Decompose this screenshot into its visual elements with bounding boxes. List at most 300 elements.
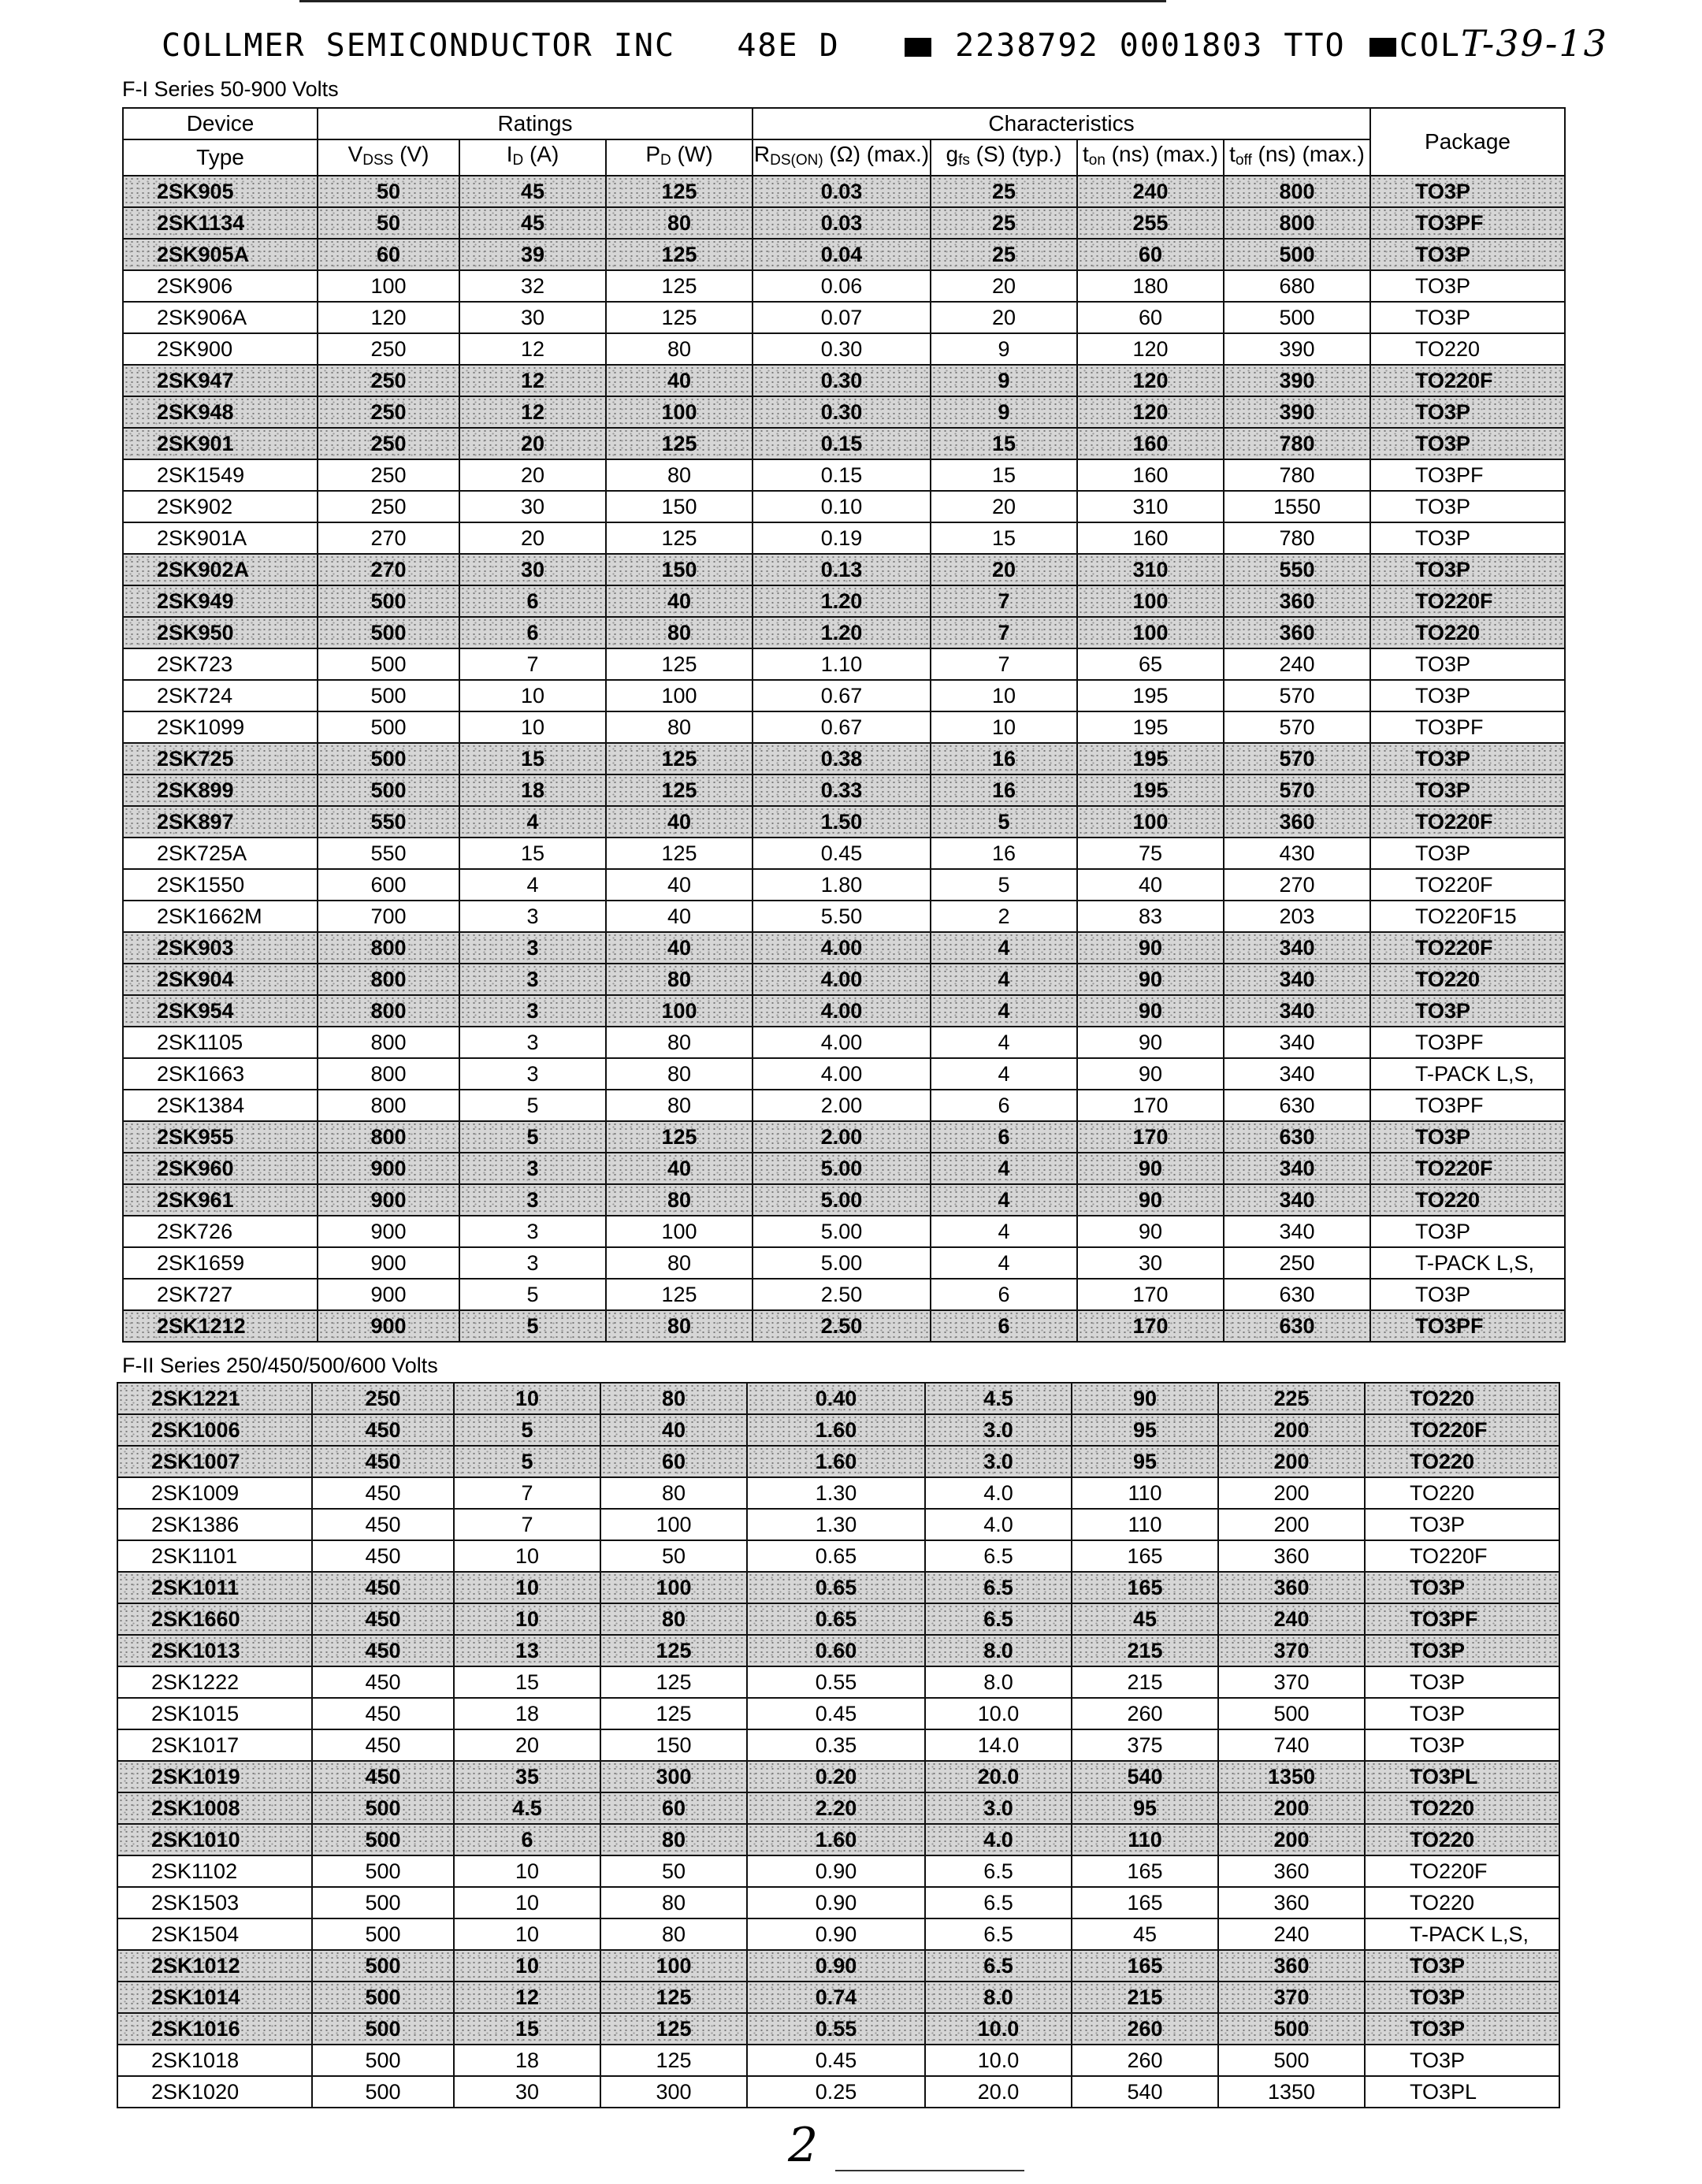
table-row [123, 1121, 1565, 1153]
vdss-cell: 450 [312, 1603, 454, 1635]
device-cell: 2SK1011 [117, 1572, 312, 1603]
ton-cell: 110 [1072, 1509, 1218, 1540]
device-cell: 2SK1012 [117, 1950, 312, 1982]
package-cell: TO3P [1370, 270, 1565, 302]
pd-cell: 125 [606, 522, 753, 554]
vdss-cell: 450 [312, 1729, 454, 1761]
id-cell: 20 [459, 428, 606, 459]
vdss-cell: 270 [318, 554, 459, 585]
pd-cell: 100 [606, 396, 753, 428]
package-cell: TO220F [1370, 932, 1565, 964]
header-code-3: COL [1399, 28, 1461, 64]
id-cell: 15 [459, 838, 606, 869]
series2-table [117, 1382, 1560, 2108]
vdss-cell: 450 [312, 1540, 454, 1572]
header-rds: $R_{DS(ON)}$ (Ω) (max.) [753, 139, 931, 176]
rds-cell: 0.90 [747, 1950, 925, 1982]
ton-cell: 215 [1072, 1666, 1218, 1698]
ton-cell: 170 [1077, 1310, 1224, 1342]
id-cell: 3 [459, 1184, 606, 1216]
rds-cell: 0.03 [753, 176, 931, 207]
device-cell: 2SK1504 [117, 1918, 312, 1950]
gfs-cell: 14.0 [925, 1729, 1072, 1761]
gfs-cell: 3.0 [925, 1414, 1072, 1446]
id-cell: 5 [459, 1121, 606, 1153]
ton-cell: 45 [1072, 1918, 1218, 1950]
id-cell: 6 [459, 585, 606, 617]
id-cell: 30 [459, 302, 606, 333]
vdss-cell: 500 [312, 2076, 454, 2108]
package-cell: TO220F [1370, 806, 1565, 838]
pd-cell: 80 [606, 1310, 753, 1342]
gfs-cell: 4 [931, 1027, 1077, 1058]
ton-cell: 540 [1072, 1761, 1218, 1792]
table-row [117, 1792, 1559, 1824]
vdss-cell: 800 [318, 1121, 459, 1153]
rds-cell: 0.74 [747, 1982, 925, 2013]
toff-cell: 800 [1224, 176, 1370, 207]
black-block-mark [905, 38, 931, 57]
device-cell: 2SK954 [123, 995, 318, 1027]
toff-cell: 370 [1218, 1982, 1365, 2013]
vdss-cell: 450 [312, 1698, 454, 1729]
pd-cell: 40 [606, 806, 753, 838]
id-cell: 39 [459, 239, 606, 270]
table-row [123, 774, 1565, 806]
vdss-cell: 500 [312, 2013, 454, 2045]
gfs-cell: 15 [931, 522, 1077, 554]
table-row [123, 617, 1565, 648]
toff-cell: 390 [1224, 396, 1370, 428]
id-cell: 10 [454, 1540, 600, 1572]
rds-cell: 0.45 [753, 838, 931, 869]
ton-cell: 160 [1077, 522, 1224, 554]
id-cell: 12 [459, 396, 606, 428]
id-cell: 32 [459, 270, 606, 302]
ton-cell: 120 [1077, 333, 1224, 365]
id-cell: 10 [454, 1603, 600, 1635]
id-cell: 3 [459, 1247, 606, 1279]
package-cell: TO220 [1370, 617, 1565, 648]
rds-cell: 0.30 [753, 396, 931, 428]
header-type: Type [123, 139, 318, 176]
package-cell: TO3P [1370, 995, 1565, 1027]
device-cell: 2SK1503 [117, 1887, 312, 1918]
gfs-cell: 25 [931, 176, 1077, 207]
id-cell: 10 [454, 1383, 600, 1414]
toff-cell: 340 [1224, 1027, 1370, 1058]
rds-cell: 0.67 [753, 711, 931, 743]
package-cell: TO3P [1370, 648, 1565, 680]
toff-cell: 340 [1224, 995, 1370, 1027]
table-row [117, 1698, 1559, 1729]
rds-cell: 0.60 [747, 1635, 925, 1666]
device-cell: 2SK906A [123, 302, 318, 333]
vdss-cell: 500 [312, 1824, 454, 1855]
ton-cell: 170 [1077, 1090, 1224, 1121]
id-cell: 20 [454, 1729, 600, 1761]
company-name: COLLMER SEMICONDUCTOR INC [162, 28, 676, 64]
vdss-cell: 450 [312, 1572, 454, 1603]
header-code-2: 2238792 0001803 TTO [955, 28, 1346, 64]
id-cell: 45 [459, 176, 606, 207]
toff-cell: 630 [1224, 1310, 1370, 1342]
device-cell: 2SK1017 [117, 1729, 312, 1761]
rds-cell: 0.90 [747, 1887, 925, 1918]
ton-cell: 120 [1077, 396, 1224, 428]
rds-cell: 2.50 [753, 1310, 931, 1342]
toff-cell: 360 [1218, 1540, 1365, 1572]
package-cell: TO3P [1365, 1572, 1559, 1603]
rds-cell: 0.90 [747, 1855, 925, 1887]
device-cell: 2SK960 [123, 1153, 318, 1184]
device-cell: 2SK902A [123, 554, 318, 585]
id-cell: 6 [459, 617, 606, 648]
toff-cell: 360 [1218, 1887, 1365, 1918]
ton-cell: 90 [1077, 1216, 1224, 1247]
pd-cell: 80 [606, 1090, 753, 1121]
toff-cell: 370 [1218, 1635, 1365, 1666]
device-cell: 2SK1105 [123, 1027, 318, 1058]
table-row [117, 1603, 1559, 1635]
package-cell: TO3PF [1365, 1603, 1559, 1635]
ton-cell: 260 [1072, 1698, 1218, 1729]
id-cell: 3 [459, 932, 606, 964]
ton-cell: 215 [1072, 1635, 1218, 1666]
package-cell: TO3P [1365, 1982, 1559, 2013]
pd-cell: 100 [606, 995, 753, 1027]
pd-cell: 40 [606, 901, 753, 932]
gfs-cell: 10 [931, 680, 1077, 711]
pd-cell: 50 [600, 1540, 747, 1572]
rds-cell: 0.45 [747, 2045, 925, 2076]
device-cell: 2SK725 [123, 743, 318, 774]
table-row [123, 333, 1565, 365]
vdss-cell: 120 [318, 302, 459, 333]
rds-cell: 1.60 [747, 1414, 925, 1446]
package-cell: TO220 [1365, 1446, 1559, 1477]
table-row [123, 428, 1565, 459]
toff-cell: 630 [1224, 1279, 1370, 1310]
black-block-mark [1369, 38, 1396, 57]
gfs-cell: 6.5 [925, 1950, 1072, 1982]
table-row [123, 1090, 1565, 1121]
gfs-cell: 8.0 [925, 1635, 1072, 1666]
table-row [123, 554, 1565, 585]
header-pd: $P_D$ (W) [606, 139, 753, 176]
toff-cell: 240 [1218, 1603, 1365, 1635]
top-rule [299, 0, 1166, 7]
vdss-cell: 250 [318, 491, 459, 522]
pd-cell: 40 [606, 1153, 753, 1184]
vdss-cell: 600 [318, 869, 459, 901]
ton-cell: 375 [1072, 1729, 1218, 1761]
id-cell: 5 [459, 1090, 606, 1121]
toff-cell: 250 [1224, 1247, 1370, 1279]
rds-cell: 0.15 [753, 428, 931, 459]
table-row [123, 1310, 1565, 1342]
toff-cell: 500 [1224, 302, 1370, 333]
table-row [123, 711, 1565, 743]
device-cell: 2SK906 [123, 270, 318, 302]
table-row [117, 2045, 1559, 2076]
pd-cell: 125 [600, 2013, 747, 2045]
device-cell: 2SK1134 [123, 207, 318, 239]
table-row [117, 1824, 1559, 1855]
device-cell: 2SK1020 [117, 2076, 312, 2108]
table-row [117, 1509, 1559, 1540]
pd-cell: 125 [606, 774, 753, 806]
ton-cell: 40 [1077, 869, 1224, 901]
id-cell: 18 [459, 774, 606, 806]
gfs-cell: 16 [931, 743, 1077, 774]
table-row [117, 2076, 1559, 2108]
ton-cell: 90 [1077, 1153, 1224, 1184]
vdss-cell: 500 [318, 617, 459, 648]
table-row [123, 491, 1565, 522]
table-row [117, 1887, 1559, 1918]
device-cell: 2SK1660 [117, 1603, 312, 1635]
device-cell: 2SK901A [123, 522, 318, 554]
package-cell: TO220F [1370, 585, 1565, 617]
vdss-cell: 500 [318, 743, 459, 774]
toff-cell: 500 [1224, 239, 1370, 270]
vdss-cell: 800 [318, 995, 459, 1027]
package-cell: TO220 [1365, 1824, 1559, 1855]
pd-cell: 125 [600, 1982, 747, 2013]
pd-cell: 125 [600, 2045, 747, 2076]
gfs-cell: 6.5 [925, 1572, 1072, 1603]
series1-table [122, 107, 1566, 1343]
toff-cell: 360 [1218, 1855, 1365, 1887]
toff-cell: 570 [1224, 680, 1370, 711]
rds-cell: 0.04 [753, 239, 931, 270]
toff-cell: 240 [1218, 1918, 1365, 1950]
device-cell: 2SK1015 [117, 1698, 312, 1729]
gfs-cell: 6.5 [925, 1540, 1072, 1572]
device-cell: 2SK901 [123, 428, 318, 459]
pd-cell: 100 [600, 1509, 747, 1540]
toff-cell: 390 [1224, 333, 1370, 365]
rds-cell: 0.67 [753, 680, 931, 711]
package-cell: TO3P [1370, 554, 1565, 585]
table-row [117, 1982, 1559, 2013]
id-cell: 45 [459, 207, 606, 239]
ton-cell: 310 [1077, 554, 1224, 585]
gfs-cell: 4 [931, 1184, 1077, 1216]
package-cell: TO3P [1365, 1698, 1559, 1729]
id-cell: 3 [459, 1216, 606, 1247]
package-cell: TO3P [1370, 1279, 1565, 1310]
rds-cell: 0.45 [747, 1698, 925, 1729]
gfs-cell: 5 [931, 806, 1077, 838]
ton-cell: 90 [1077, 1027, 1224, 1058]
package-cell: TO220 [1365, 1477, 1559, 1509]
package-cell: TO3P [1370, 491, 1565, 522]
id-cell: 12 [454, 1982, 600, 2013]
series1-title: F-I Series 50-900 Volts [122, 77, 339, 101]
ton-cell: 180 [1077, 270, 1224, 302]
package-cell: TO3P [1365, 1509, 1559, 1540]
table-row [123, 522, 1565, 554]
rds-cell: 0.90 [747, 1918, 925, 1950]
ton-cell: 260 [1072, 2045, 1218, 2076]
device-cell: 2SK1019 [117, 1761, 312, 1792]
ton-cell: 90 [1077, 932, 1224, 964]
table-row [117, 1635, 1559, 1666]
package-cell: TO3PF [1370, 207, 1565, 239]
device-cell: 2SK1663 [123, 1058, 318, 1090]
package-cell: TO3P [1370, 176, 1565, 207]
table-row [123, 838, 1565, 869]
ton-cell: 195 [1077, 774, 1224, 806]
table-row [117, 1477, 1559, 1509]
table-row [123, 365, 1565, 396]
gfs-cell: 10 [931, 711, 1077, 743]
device-cell: 2SK1013 [117, 1635, 312, 1666]
rds-cell: 1.60 [747, 1824, 925, 1855]
rds-cell: 0.19 [753, 522, 931, 554]
series1-rows [123, 176, 1565, 1342]
vdss-cell: 900 [318, 1184, 459, 1216]
ton-cell: 240 [1077, 176, 1224, 207]
pd-cell: 125 [606, 743, 753, 774]
rds-cell: 1.80 [753, 869, 931, 901]
vdss-cell: 500 [318, 711, 459, 743]
pd-cell: 80 [606, 617, 753, 648]
table-row [123, 270, 1565, 302]
pd-cell: 80 [600, 1824, 747, 1855]
gfs-cell: 20 [931, 554, 1077, 585]
gfs-cell: 4 [931, 1058, 1077, 1090]
gfs-cell: 6.5 [925, 1918, 1072, 1950]
toff-cell: 500 [1218, 2045, 1365, 2076]
toff-cell: 200 [1218, 1792, 1365, 1824]
toff-cell: 200 [1218, 1477, 1365, 1509]
gfs-cell: 10.0 [925, 1698, 1072, 1729]
ton-cell: 90 [1077, 995, 1224, 1027]
id-cell: 10 [454, 1918, 600, 1950]
id-cell: 15 [459, 743, 606, 774]
vdss-cell: 500 [318, 648, 459, 680]
ton-cell: 110 [1072, 1477, 1218, 1509]
gfs-cell: 20 [931, 270, 1077, 302]
rds-cell: 0.15 [753, 459, 931, 491]
package-cell: TO3PF [1370, 1310, 1565, 1342]
device-cell: 2SK1008 [117, 1792, 312, 1824]
vdss-cell: 450 [312, 1635, 454, 1666]
vdss-cell: 700 [318, 901, 459, 932]
package-cell: TO3P [1370, 774, 1565, 806]
rds-cell: 4.00 [753, 932, 931, 964]
device-cell: 2SK1549 [123, 459, 318, 491]
package-cell: TO3P [1370, 522, 1565, 554]
rds-cell: 0.38 [753, 743, 931, 774]
table-row [123, 239, 1565, 270]
id-cell: 12 [459, 365, 606, 396]
toff-cell: 680 [1224, 270, 1370, 302]
device-cell: 2SK725A [123, 838, 318, 869]
rds-cell: 1.50 [753, 806, 931, 838]
rds-cell: 2.00 [753, 1090, 931, 1121]
device-cell: 2SK955 [123, 1121, 318, 1153]
toff-cell: 240 [1224, 648, 1370, 680]
vdss-cell: 500 [318, 585, 459, 617]
package-cell: TO220F [1370, 1153, 1565, 1184]
table-row [123, 680, 1565, 711]
id-cell: 7 [459, 648, 606, 680]
ton-cell: 195 [1077, 743, 1224, 774]
toff-cell: 360 [1224, 617, 1370, 648]
id-cell: 10 [459, 711, 606, 743]
gfs-cell: 2 [931, 901, 1077, 932]
device-cell: 2SK727 [123, 1279, 318, 1310]
table-row [117, 1446, 1559, 1477]
ton-cell: 75 [1077, 838, 1224, 869]
table-row [123, 806, 1565, 838]
vdss-cell: 60 [318, 239, 459, 270]
vdss-cell: 900 [318, 1310, 459, 1342]
pd-cell: 100 [600, 1950, 747, 1982]
vdss-cell: 450 [312, 1414, 454, 1446]
package-cell: TO3PL [1365, 1761, 1559, 1792]
toff-cell: 1350 [1218, 2076, 1365, 2108]
device-cell: 2SK1014 [117, 1982, 312, 2013]
rds-cell: 0.25 [747, 2076, 925, 2108]
rds-cell: 4.00 [753, 1058, 931, 1090]
table-row [123, 459, 1565, 491]
package-cell: TO3P [1370, 680, 1565, 711]
table-row [117, 1729, 1559, 1761]
ton-cell: 110 [1072, 1824, 1218, 1855]
id-cell: 30 [454, 2076, 600, 2108]
ton-cell: 310 [1077, 491, 1224, 522]
vdss-cell: 900 [318, 1247, 459, 1279]
toff-cell: 360 [1218, 1950, 1365, 1982]
id-cell: 15 [454, 1666, 600, 1698]
rds-cell: 5.00 [753, 1247, 931, 1279]
device-cell: 2SK1009 [117, 1477, 312, 1509]
id-cell: 3 [459, 1058, 606, 1090]
ton-cell: 45 [1072, 1603, 1218, 1635]
ton-cell: 165 [1072, 1887, 1218, 1918]
rds-cell: 0.65 [747, 1572, 925, 1603]
toff-cell: 200 [1218, 1509, 1365, 1540]
gfs-cell: 6.5 [925, 1887, 1072, 1918]
pd-cell: 150 [606, 554, 753, 585]
package-cell: T-PACK L,S, [1370, 1058, 1565, 1090]
table-row [123, 1216, 1565, 1247]
package-cell: TO3PF [1370, 1027, 1565, 1058]
pd-cell: 125 [606, 838, 753, 869]
gfs-cell: 6.5 [925, 1603, 1072, 1635]
handwritten-code: T-39-13 [1460, 22, 1608, 65]
vdss-cell: 100 [318, 270, 459, 302]
id-cell: 30 [459, 491, 606, 522]
pd-cell: 80 [600, 1887, 747, 1918]
pd-cell: 125 [600, 1635, 747, 1666]
table-row [117, 1855, 1559, 1887]
package-cell: TO3PF [1370, 1090, 1565, 1121]
rds-cell: 1.30 [747, 1477, 925, 1509]
id-cell: 4 [459, 869, 606, 901]
ton-cell: 260 [1072, 2013, 1218, 2045]
toff-cell: 340 [1224, 1184, 1370, 1216]
series2-title: F-II Series 250/450/500/600 Volts [122, 1354, 438, 1377]
rds-cell: 5.00 [753, 1153, 931, 1184]
gfs-cell: 10.0 [925, 2013, 1072, 2045]
gfs-cell: 16 [931, 838, 1077, 869]
